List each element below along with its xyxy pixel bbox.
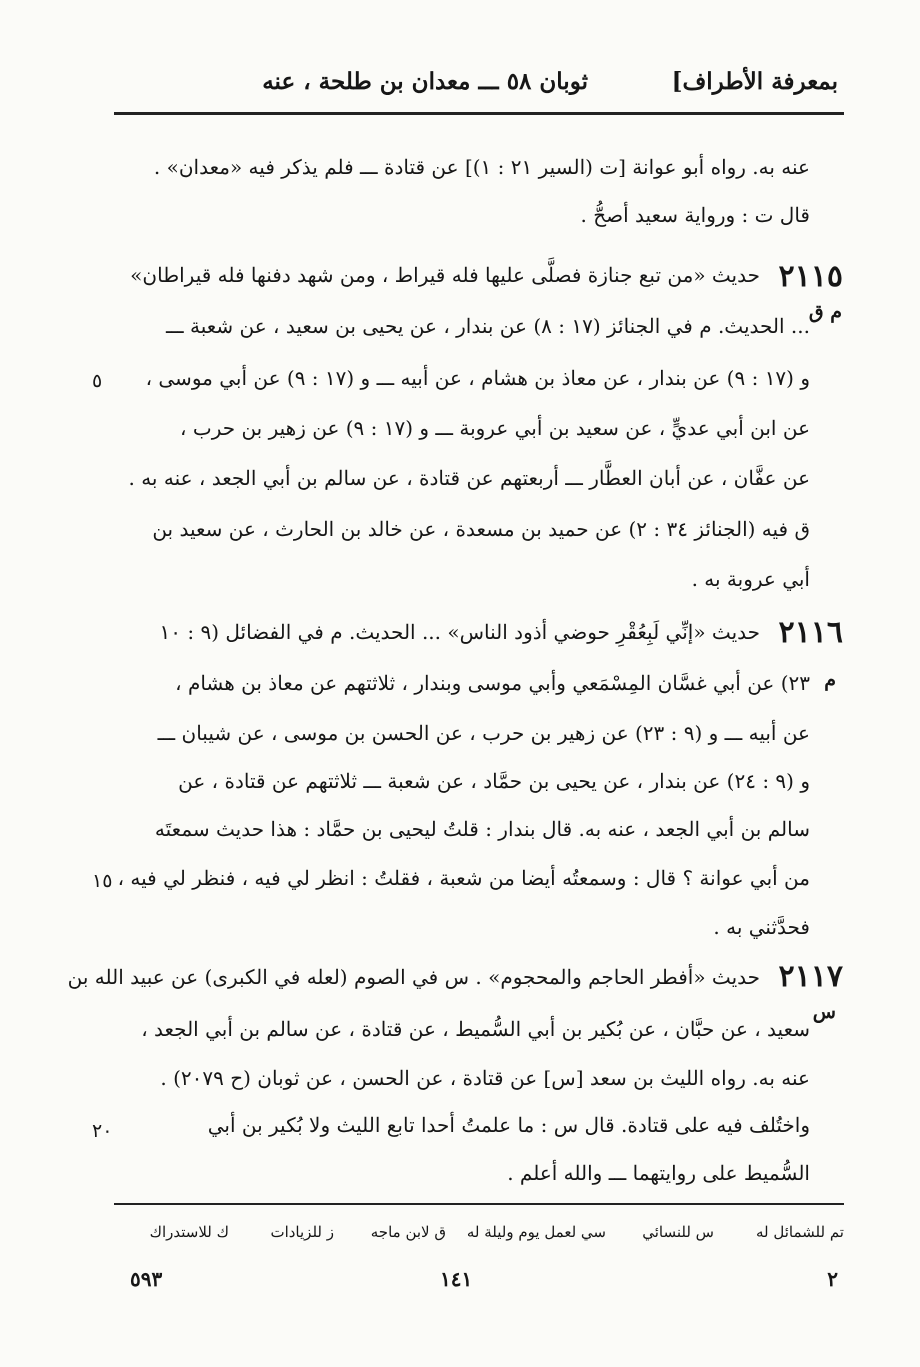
line-number: ٥ — [92, 370, 103, 392]
text-line: عنه به. رواه أبو عوانة [ت (السير ٢١ : ١)] عن قتادة ـــ فلم يذكر فيه «معدان» . — [153, 155, 810, 179]
header-section-title: بمعرفة الأطراف] — [671, 68, 838, 95]
hadith-number: ٢١١٧ — [778, 959, 843, 994]
text-line: قال ت : ورواية سعيد أصحُّ . — [580, 203, 810, 227]
text-line: ٢٣) عن أبي غسَّان المِسْمَعي وأبي موسى وبندار ، ثلاثتهم عن معاذ بن هشام ، — [175, 671, 810, 695]
text-line: عن ابن أبي عديٍّ ، عن سعيد بن أبي عروبة ـــ و (١٧ : ٩) عن زهير بن حرب ، — [180, 416, 810, 440]
text-line: أبي عروبة به . — [691, 567, 810, 591]
text-line: و (١٧ : ٩) عن بندار ، عن معاذ بن هشام ، عن أبيه ـــ و (١٧ : ٩) عن أبي موسى ، — [145, 366, 810, 390]
text-line: السُّميط على روايتهما ـــ والله أعلم . — [507, 1161, 810, 1185]
abbreviation-item: ك للاستدراك — [149, 1223, 229, 1241]
abbreviation-key — [114, 1218, 844, 1246]
margin-source-mark: م ق — [808, 301, 842, 323]
hadith-number: ٢١١٦ — [778, 615, 843, 650]
text-line: حديث «من تبع جنازة فصلَّى عليها فله قيراط ، ومن شهد دفنها فله قيراطان» — [130, 263, 760, 287]
hadith-number: ٢١١٥ — [778, 259, 843, 294]
abbreviation-item: سي لعمل يوم وليلة له — [466, 1223, 606, 1241]
text-line: عنه به. رواه الليث بن سعد [س] عن قتادة ، عن الحسن ، عن ثوبان (ح ٢٠٧٩) . — [160, 1066, 810, 1090]
margin-source-mark: س — [812, 1001, 836, 1023]
footer-rule — [114, 1203, 844, 1205]
abbreviation-item: ق لابن ماجه — [370, 1223, 446, 1241]
volume-number: ٢ — [827, 1267, 838, 1291]
page-number-left: ٥٩٣ — [130, 1267, 163, 1291]
abbreviation-item: ز للزيادات — [270, 1223, 334, 1241]
text-line: عن عفَّان ، عن أبان العطَّار ـــ أربعتهم عن قتادة ، عن سالم بن أبي الجعد ، عنه به . — [128, 466, 810, 490]
text-line: فحدَّثني به . — [713, 915, 810, 939]
line-number: ١٥ — [92, 870, 113, 892]
abbreviation-item: تم للشمائل له — [755, 1223, 844, 1241]
text-line: سعيد ، عن حبَّان ، عن بُكير بن أبي السُّميط ، عن قتادة ، عن سالم بن أبي الجعد ، — [141, 1017, 810, 1041]
header-entry-range: ثوبان ٥٨ ـــ معدان بن طلحة ، عنه — [262, 68, 588, 95]
text-line: واختُلف فيه على قتادة. قال س : ما علمتُ أحدا تابع الليث ولا بُكير بن أبي — [207, 1113, 810, 1137]
text-line: حديث «إنِّي لَبِعُقْرِ حوضي أذود الناس» ... الحديث. م في الفضائل (٩ : ١٠ — [159, 620, 760, 644]
text-line: سالم بن أبي الجعد ، عنه به. قال بندار : قلتُ ليحيى بن حمَّاد : هذا حديث سمعتَه — [154, 817, 810, 841]
abbreviation-item: س للنسائي — [642, 1223, 714, 1241]
text-line: حديث «أفطر الحاجم والمحجوم» . س في الصوم (لعله في الكبرى) عن عبيد الله بن — [67, 965, 760, 989]
running-header — [118, 62, 838, 102]
text-line: من أبي عوانة ؟ قال : وسمعتُه أيضا من شعبة ، فقلتُ : انظر لي فيه ، فنظر لي فيه ، — [117, 866, 810, 890]
page-number-center: ١٤١ — [440, 1267, 473, 1291]
text-line: ق فيه (الجنائز ٣٤ : ٢) عن حميد بن مسعدة ، عن خالد بن الحارث ، عن سعيد بن — [152, 517, 810, 541]
text-line: ... الحديث. م في الجنائز (١٧ : ٨) عن بندار ، عن يحيى بن سعيد ، عن شعبة ـــ — [166, 314, 810, 338]
header-rule — [114, 112, 844, 115]
margin-source-mark: م — [824, 669, 836, 691]
text-line: و (٩ : ٢٤) عن بندار ، عن يحيى بن حمَّاد ، عن شعبة ـــ ثلاثتهم عن قتادة ، عن — [178, 769, 810, 793]
text-line: عن أبيه ـــ و (٩ : ٢٣) عن زهير بن حرب ، عن الحسن بن موسى ، عن شيبان ـــ — [157, 721, 810, 745]
line-number: ٢٠ — [92, 1120, 113, 1142]
